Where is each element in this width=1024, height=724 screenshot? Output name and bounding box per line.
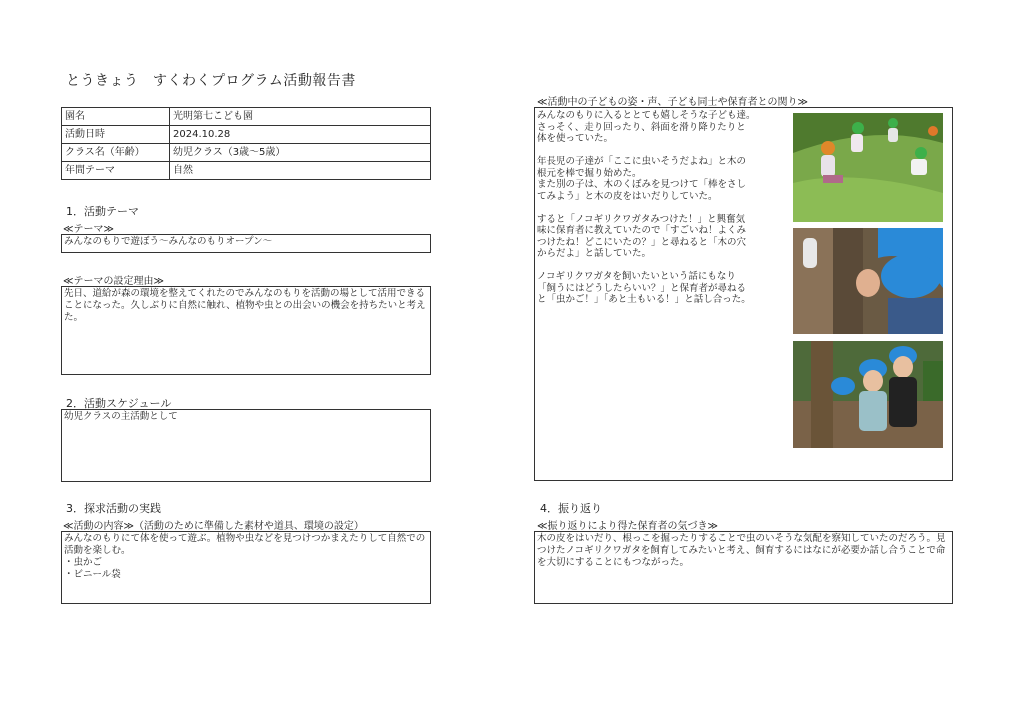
reason-box: 先日、道給が森の環境を整えてくれたのでみんなのもりを活動の場として活用できることになった。久しぶりに自然に触れ、植物や虫との出会いの機会を持ちたいと考えた。 — [61, 286, 431, 375]
reflection-box: 木の皮をはいだり、根っこを掘ったりすることで虫のいそうな気配を察知していたのだろう。見つけたノコギリクワガタを飼育してみたいと考え、飼育するにはなにが必要か話し合うことで命を大切にすることにもつながった。 — [534, 531, 953, 604]
info-value: 光明第七こども園 — [170, 108, 431, 126]
reflection-label: ≪振り返りにより得た保育者の気づき≫ — [537, 521, 718, 532]
info-row — [62, 108, 431, 126]
section3-heading: 3．探求活動の実践 — [66, 502, 161, 515]
reason-label: ≪テーマの設定理由≫ — [63, 276, 164, 287]
info-value: 幼児クラス（3歳～5歳） — [170, 144, 431, 162]
photo-children-tree — [793, 341, 943, 448]
info-table — [61, 107, 431, 180]
page-title: とうきょう すくわくプログラム活動報告書 — [66, 73, 356, 89]
theme-label: ≪テーマ≫ — [63, 224, 114, 235]
info-row — [62, 126, 431, 144]
observation-label: ≪活動中の子どもの姿・声、子ども同士や保育者との関り≫ — [537, 97, 808, 108]
content-box: みんなのもりにて体を使って遊ぶ。植物や虫などを見つけつかまえたりして自然での活動を楽しむ。 ・虫かご ・ビニール袋 — [61, 531, 431, 604]
photo-tree-hole — [793, 228, 943, 334]
info-value: 自然 — [170, 162, 431, 180]
theme-box: みんなのもりで遊ぼう～みんなのもりオープン～ — [61, 234, 431, 253]
section1-heading: 1．活動テーマ — [66, 205, 139, 218]
info-row — [62, 144, 431, 162]
info-label: クラス名（年齢） — [62, 144, 170, 162]
info-value: 2024.10.28 — [170, 126, 431, 144]
content-label: ≪活動の内容≫（活動のために準備した素材や道具、環境の設定） — [63, 521, 364, 532]
info-label: 園名 — [62, 108, 170, 126]
info-row — [62, 162, 431, 180]
photo-slope — [793, 113, 943, 222]
info-label: 活動日時 — [62, 126, 170, 144]
observation-text: みんなのもりに入るととても嬉しそうな子ども達。 さっそく、走り回ったり、斜面を滑り降りたりと 体を使っていた。 年長児の子達が「ここに虫いそうだよね」と木の 根元を棒で掘り始めた。 また別の子は、木のくぼみを見つけて「棒をさし てみよう」と木の皮をはいだりしていた。 すると「ノコギリクワガタみつけた！」と興奮気 味に保育者に教えていたので「すごいね！よくみ つけたね！どこにいたの？」と尋ねると「木の穴 からだよ」と話していた。 ノコギリクワガタを飼いたいという話にもなり 「飼うにはどうしたらいい？」と保育者が尋ねる と「虫かご！」「あと土もいる！」と話し合った。 — [537, 110, 756, 305]
schedule-box: 幼児クラスの主活動として — [61, 409, 431, 482]
info-label: 年間テーマ — [62, 162, 170, 180]
section4-heading: 4．振り返り — [540, 502, 602, 515]
section2-heading: 2．活動スケジュール — [66, 397, 172, 410]
